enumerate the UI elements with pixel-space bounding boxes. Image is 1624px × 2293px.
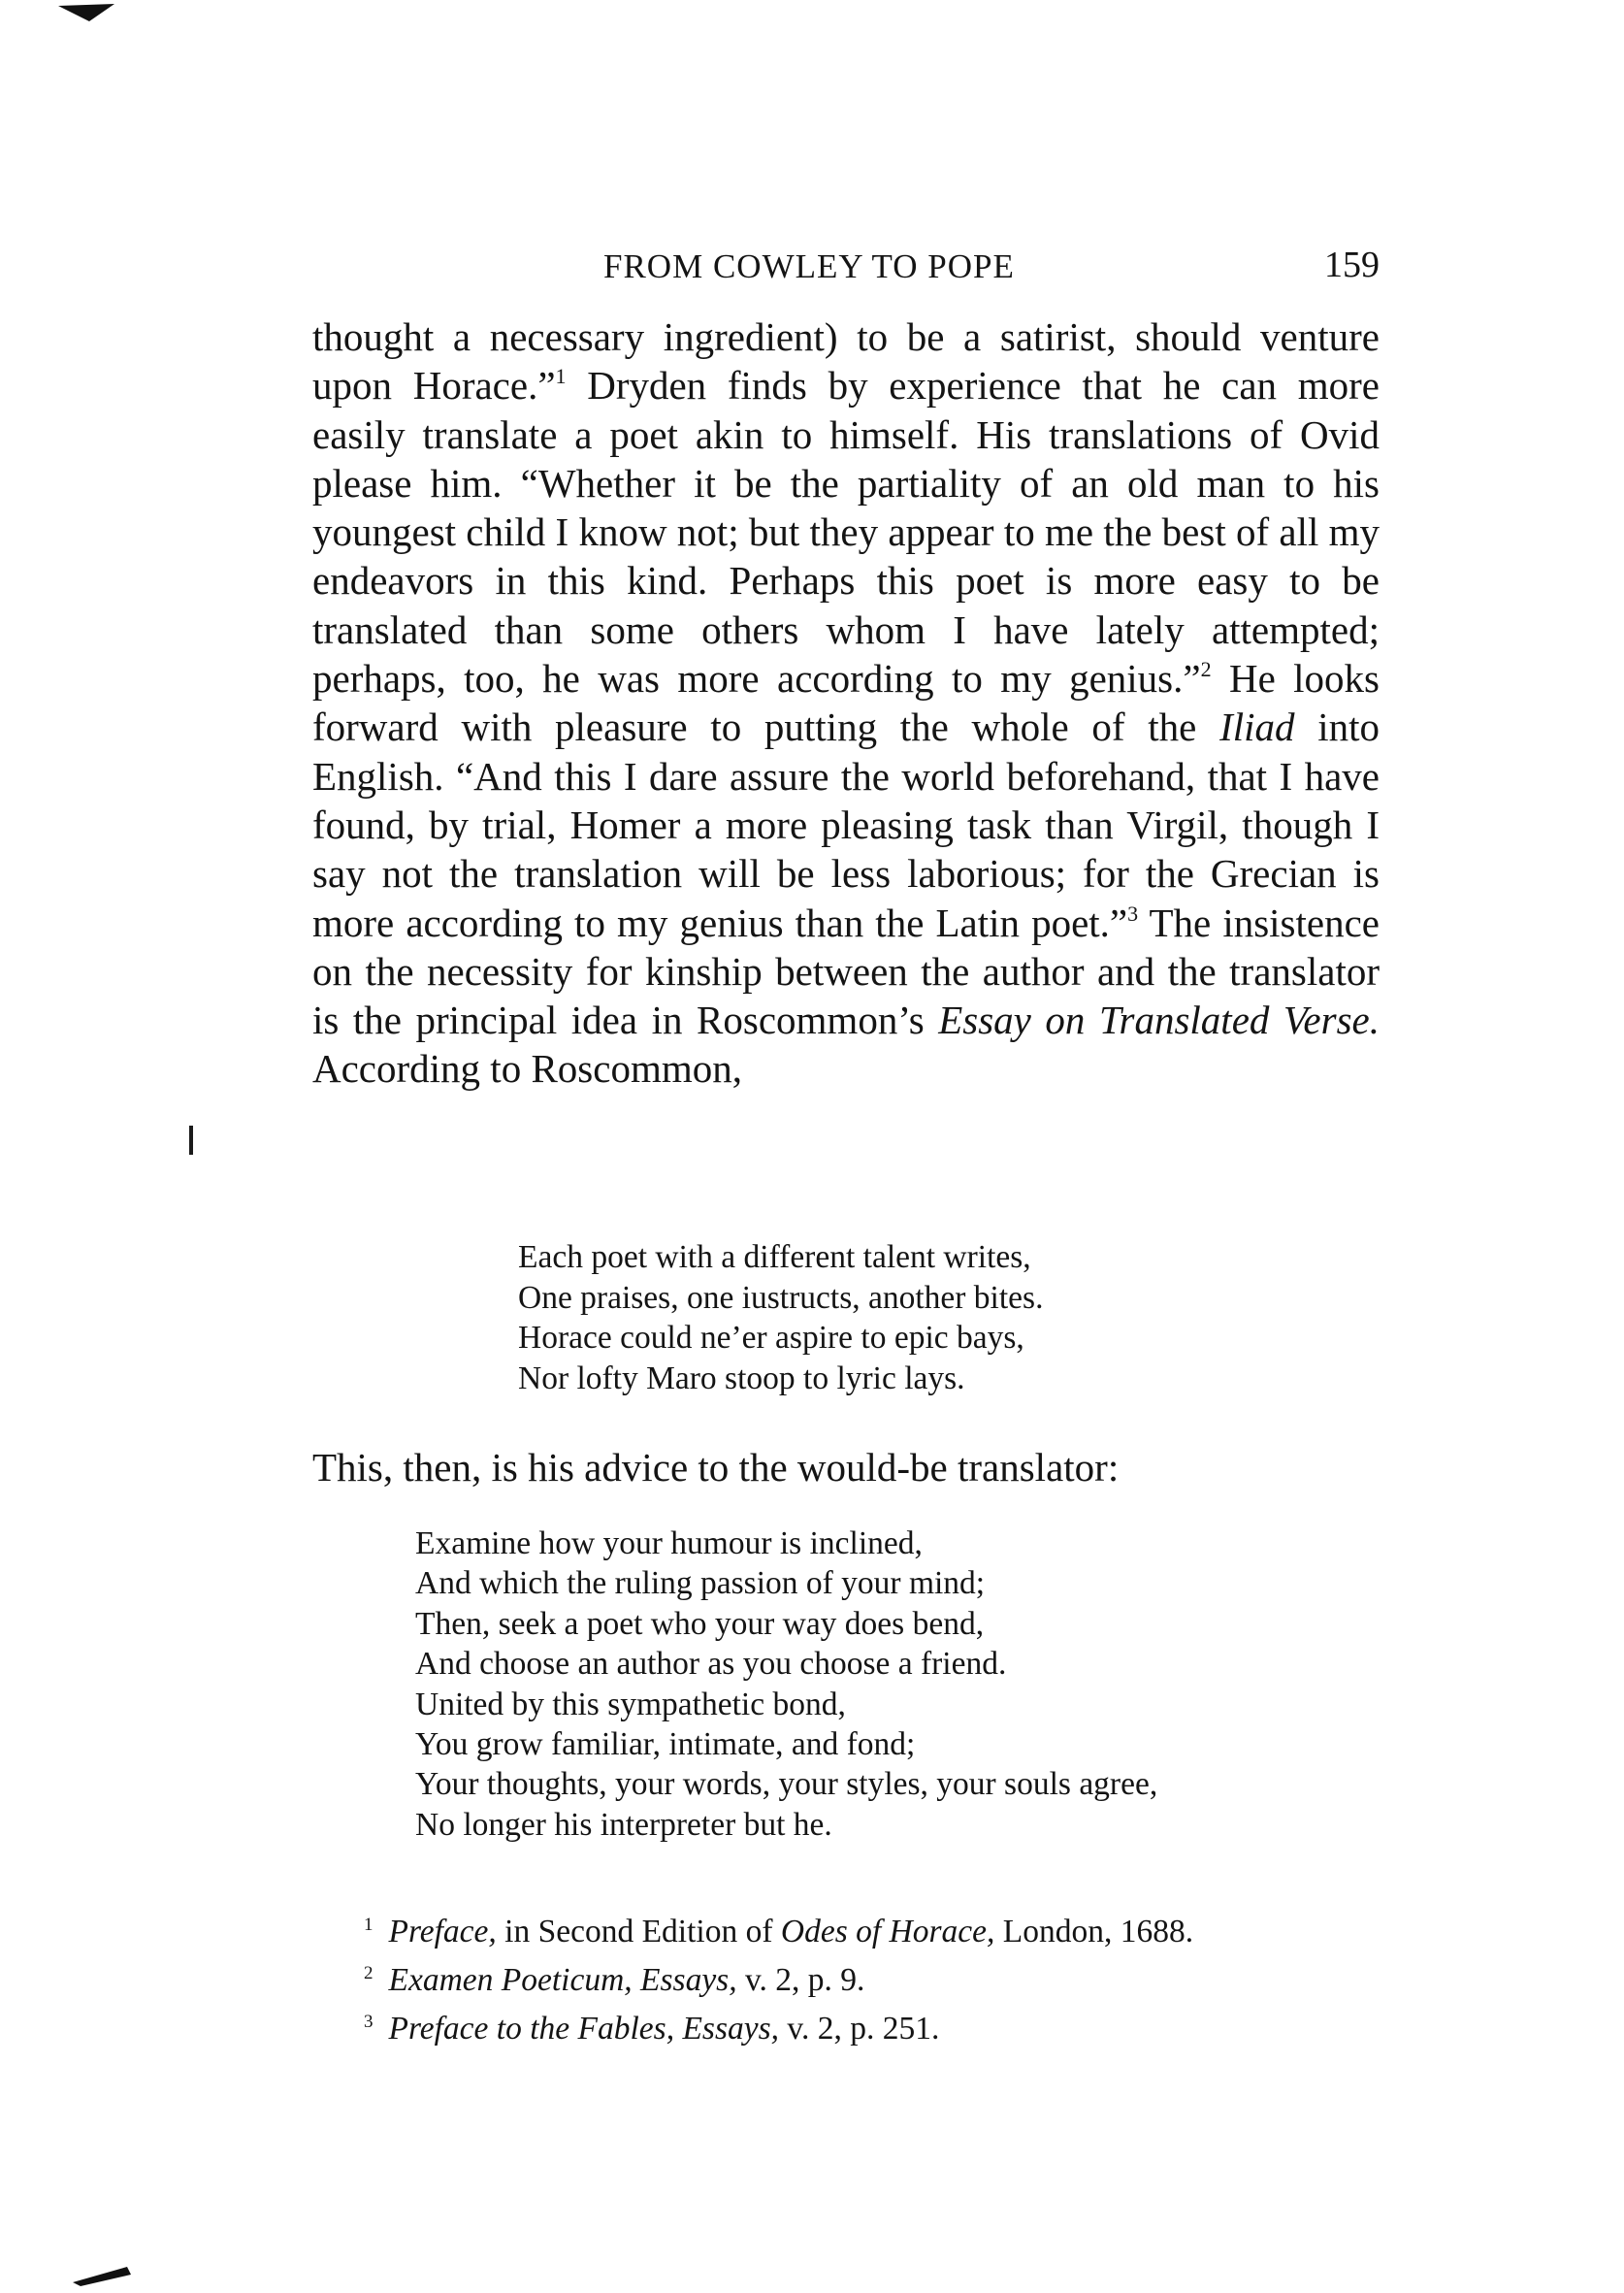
text-run: Dryden finds by experience that he can more easily translate a poet akin to himself. His translations of Ovid please him. “Whether it be the partiality of an old man to his youngest child I know not; but they appear to me the best of all my endeavors in this kind. Perhaps this poet is more easy to be translated than some others whom I have lately attempted; perhaps, too, he was more according to my genius.”: [312, 363, 1380, 702]
verse-quotation-2: [415, 1523, 1157, 1845]
footnote-mark: 3: [364, 2012, 374, 2032]
footnotes: [364, 1904, 1193, 2049]
verse-line: Each poet with a different talent writes,: [518, 1239, 1031, 1275]
iliad-title: Iliad: [1219, 704, 1295, 750]
verse-line: No longer his interpreter but he.: [415, 1806, 832, 1843]
corner-tab-mark: [73, 2263, 131, 2288]
footnote-text: v. 2, p. 9.: [736, 1962, 865, 1998]
footnote-ref: 1: [555, 364, 567, 389]
footnote-text: in Second Edition of: [496, 1914, 781, 1949]
footnote-mark: 1: [364, 1915, 374, 1935]
footnote-ref: 3: [1127, 901, 1139, 926]
footnote-2: [364, 1952, 1193, 2001]
running-header: [312, 247, 1380, 296]
page-number: 159: [1324, 245, 1380, 285]
footnote-text: London, 1688.: [994, 1914, 1194, 1949]
verse-line: United by this sympathetic bond,: [415, 1686, 846, 1722]
verse-line: And which the ruling passion of your mind;: [415, 1565, 986, 1602]
corner-tab-mark: [58, 0, 116, 29]
verse-line: One praises, one iustructs, another bites.: [518, 1279, 1044, 1316]
text-run: into English. “And this I dare assure the world beforehand, that I have found, by trial, Homer a more pleasing task than Virgil, though I say not the translation will be less laborious; for the Grecian is more according to my genius than the Latin poet.”: [312, 704, 1380, 945]
verse-line: Then, seek a poet who your way does bend,: [415, 1605, 985, 1642]
verse-line: Horace could ne’er aspire to epic bays,: [518, 1320, 1024, 1356]
footnote-work: Odes of Horace,: [780, 1914, 995, 1949]
running-title: FROM COWLEY TO POPE: [603, 247, 1015, 285]
footnote-text: v. 2, p. 251.: [779, 2011, 940, 2047]
verse-line: And choose an author as you choose a friend.: [415, 1646, 1007, 1683]
verse-quotation-1: [518, 1237, 1043, 1398]
footnote-1: [364, 1904, 1193, 1952]
essay-title: Essay on Translated Verse.: [938, 998, 1380, 1043]
footnote-3: [364, 2001, 1193, 2049]
footnote-title: Preface to the Fables, Essays,: [388, 2011, 780, 2047]
transition-sentence: This, then, is his advice to the would-be translator:: [312, 1445, 1120, 1490]
verse-line: Your thoughts, your words, your styles, your souls agree,: [415, 1766, 1158, 1803]
footnote-title: Examen Poeticum, Essays,: [388, 1962, 737, 1998]
text-run: According to Roscommon,: [312, 1046, 742, 1092]
footnote-title: Preface,: [388, 1914, 497, 1949]
verse-line: You grow familiar, intimate, and fond;: [415, 1726, 916, 1763]
body-paragraph: [312, 312, 1380, 1094]
text-run: He looks forward with pleasure to putting the whole of the: [312, 656, 1380, 750]
footnote-ref: 2: [1200, 657, 1212, 682]
text-run: thought a necessary ingredient) to be a satirist, should venture upon Horace.”: [312, 314, 1380, 409]
paragraph-1: [312, 312, 1380, 1094]
margin-bar-mark: [189, 1126, 193, 1155]
verse-line: Examine how your humour is inclined,: [415, 1525, 923, 1561]
footnote-mark: 2: [364, 1963, 374, 1983]
text-run: The insistence on the necessity for kinship between the author and the translator is the principal idea in Roscommon’s: [312, 900, 1380, 1043]
verse-line: Nor lofty Maro stoop to lyric lays.: [518, 1359, 965, 1396]
